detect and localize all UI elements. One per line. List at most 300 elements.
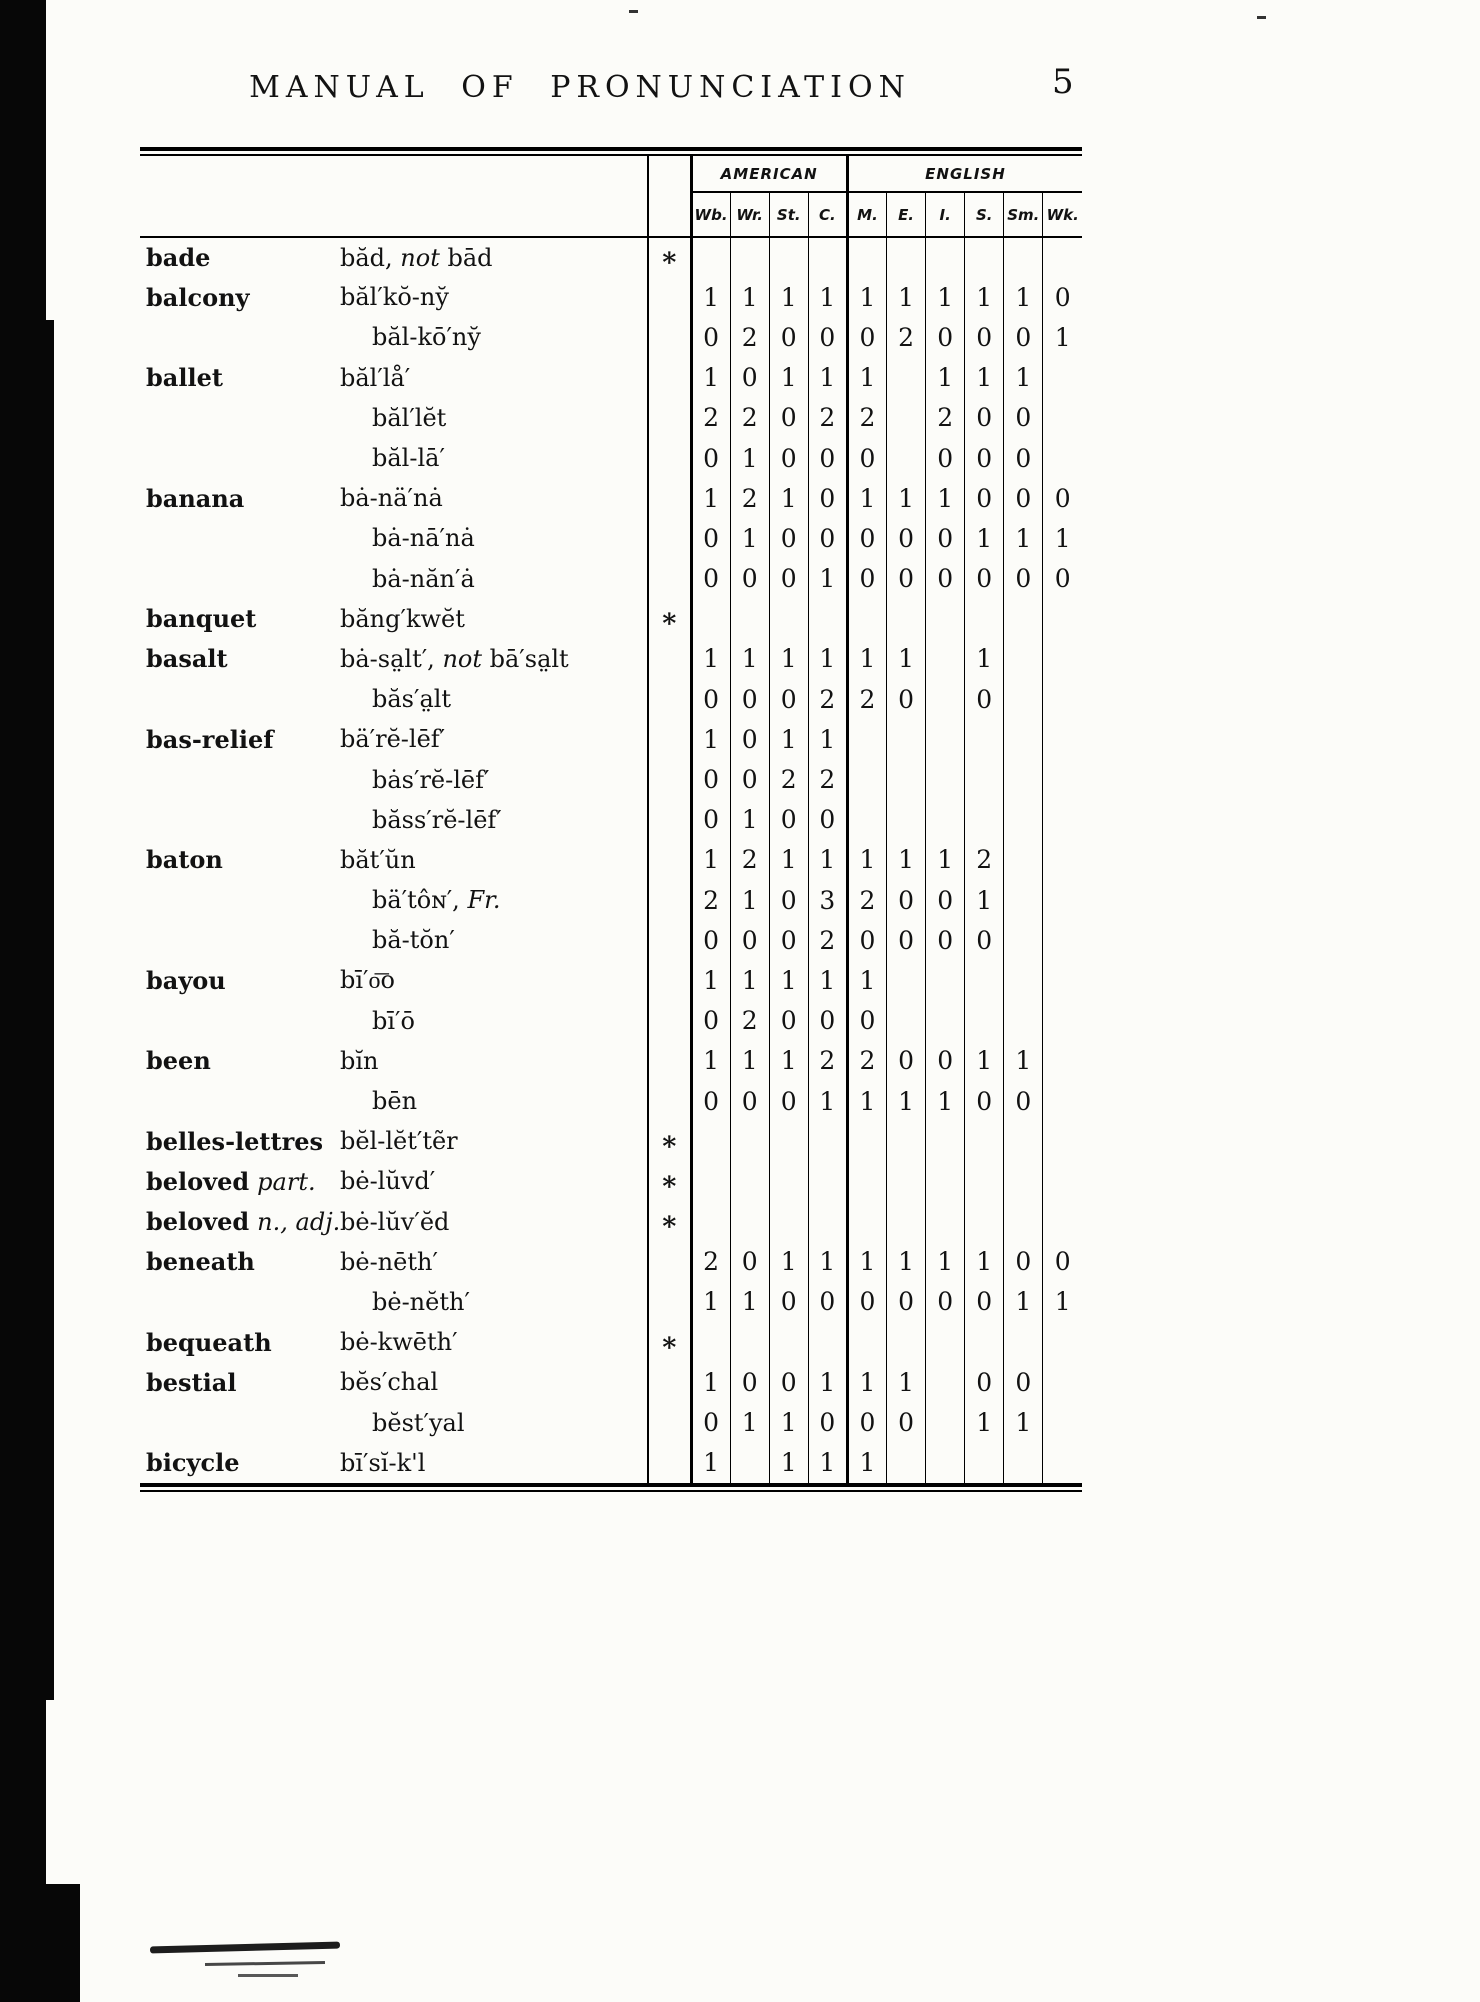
entry-word-text: bicycle — [146, 1448, 240, 1478]
value-cell: 0 — [1004, 398, 1043, 438]
value-cell: 0 — [730, 1081, 769, 1121]
value-cell — [887, 1443, 926, 1483]
entry-word-text: belles-lettres — [146, 1126, 324, 1156]
value-cell — [887, 1202, 926, 1242]
col-label-s: S. — [965, 192, 1004, 237]
value-cell — [965, 1161, 1004, 1201]
table-row — [140, 639, 1082, 679]
value-cell: 1 — [808, 1242, 847, 1282]
star-cell: ∗ — [648, 599, 691, 639]
value-cell: 0 — [926, 880, 965, 920]
value-cell: 0 — [887, 1282, 926, 1322]
pron-segment: băs′a̤lt — [372, 685, 452, 714]
value-cell: 1 — [691, 840, 730, 880]
value-cell: 1 — [1043, 317, 1082, 357]
value-cell — [1004, 759, 1043, 799]
star-cell — [648, 438, 691, 478]
value-cell — [1043, 880, 1082, 920]
value-cell — [1043, 358, 1082, 398]
star-column-header — [648, 156, 691, 237]
value-cell: 1 — [1004, 358, 1043, 398]
value-cell — [847, 599, 886, 639]
value-cell: 2 — [691, 1242, 730, 1282]
table-row — [140, 1121, 1082, 1161]
pron-segment: băl′lĕt — [372, 403, 447, 432]
value-cell — [1043, 237, 1082, 277]
value-cell — [965, 599, 1004, 639]
pronunciation — [336, 1001, 648, 1041]
star-cell — [648, 1081, 691, 1121]
value-cell — [1043, 719, 1082, 759]
table-row — [140, 599, 1082, 639]
pron-segment: bȧ-sa̤lt′, — [340, 644, 443, 673]
value-cell: 2 — [691, 398, 730, 438]
pronunciation — [336, 1081, 648, 1121]
value-cell: 2 — [808, 920, 847, 960]
value-cell: 0 — [769, 518, 808, 558]
value-cell — [1004, 1121, 1043, 1161]
star-cell — [648, 398, 691, 438]
value-cell — [847, 759, 886, 799]
value-cell: 2 — [808, 1041, 847, 1081]
entry-word — [140, 1121, 336, 1161]
value-cell — [1043, 1322, 1082, 1362]
entry-word-text: bequeath — [146, 1327, 272, 1357]
page-number: 5 — [1052, 62, 1074, 102]
star-cell: ∗ — [648, 1202, 691, 1242]
value-cell — [1004, 920, 1043, 960]
value-cell — [769, 1121, 808, 1161]
star-cell — [648, 1362, 691, 1402]
value-cell: 1 — [887, 1362, 926, 1402]
pron-segment: băss′rĕ-lēf′ — [372, 805, 502, 834]
value-cell: 0 — [691, 317, 730, 357]
value-cell: 1 — [926, 277, 965, 317]
value-cell: 0 — [730, 920, 769, 960]
scan-gutter-shadow-mid — [0, 320, 54, 1700]
value-cell — [926, 1443, 965, 1483]
value-cell: 0 — [1004, 1242, 1043, 1282]
value-cell: 0 — [965, 1081, 1004, 1121]
scan-speck — [1257, 16, 1266, 19]
value-cell: 2 — [965, 840, 1004, 880]
value-cell — [926, 1121, 965, 1161]
value-cell: 2 — [847, 679, 886, 719]
col-label-sm: Sm. — [1004, 192, 1043, 237]
value-cell: 0 — [691, 679, 730, 719]
entry-word — [140, 1202, 341, 1242]
value-cell — [808, 599, 847, 639]
value-cell — [887, 1161, 926, 1201]
value-cell: 1 — [691, 960, 730, 1000]
pron-segment: bȧ-nā′nȧ — [372, 524, 475, 553]
value-cell — [887, 599, 926, 639]
table-row — [140, 719, 1082, 759]
value-cell: 3 — [808, 880, 847, 920]
star-cell — [648, 1443, 691, 1483]
pron-segment: bā′sa̤lt — [482, 644, 569, 673]
value-cell — [730, 1121, 769, 1161]
entry-word — [140, 317, 336, 357]
value-cell: 0 — [769, 398, 808, 438]
value-cell — [926, 237, 965, 277]
value-cell: 1 — [691, 719, 730, 759]
value-cell: 0 — [808, 800, 847, 840]
entry-word — [140, 1081, 336, 1121]
value-cell — [730, 1161, 769, 1201]
value-cell — [965, 1322, 1004, 1362]
value-cell — [769, 1322, 808, 1362]
pron-segment: bė-lŭv′ĕd — [340, 1207, 450, 1236]
pronunciation — [336, 317, 648, 357]
value-cell: 1 — [691, 1362, 730, 1402]
value-cell: 0 — [887, 1402, 926, 1442]
value-cell: 0 — [691, 800, 730, 840]
value-cell: 1 — [965, 277, 1004, 317]
value-cell: 0 — [769, 317, 808, 357]
value-cell — [691, 1121, 730, 1161]
pronunciation — [336, 1443, 648, 1483]
value-cell — [847, 1121, 886, 1161]
value-cell: 0 — [847, 1282, 886, 1322]
value-cell: 2 — [887, 317, 926, 357]
value-cell — [730, 1202, 769, 1242]
entry-word-text: bade — [146, 243, 211, 273]
value-cell: 0 — [808, 1001, 847, 1041]
value-cell — [847, 1161, 886, 1201]
value-cell: 0 — [926, 559, 965, 599]
pronunciation — [336, 1041, 648, 1081]
value-cell — [926, 1161, 965, 1201]
value-cell — [1004, 1001, 1043, 1041]
value-cell: 1 — [847, 639, 886, 679]
value-cell: 2 — [808, 398, 847, 438]
value-cell: 1 — [965, 518, 1004, 558]
star-cell — [648, 277, 691, 317]
pronunciation — [336, 1402, 648, 1442]
value-cell: 0 — [808, 1402, 847, 1442]
value-cell: 1 — [691, 1282, 730, 1322]
entry-word-text: beneath — [146, 1247, 255, 1277]
value-cell — [926, 960, 965, 1000]
table-row — [140, 1161, 1082, 1201]
table-row — [140, 679, 1082, 719]
value-cell: 1 — [847, 960, 886, 1000]
value-cell: 0 — [887, 1041, 926, 1081]
value-cell — [1004, 639, 1043, 679]
value-cell: 1 — [847, 478, 886, 518]
value-cell: 1 — [1043, 518, 1082, 558]
value-cell: 0 — [965, 1282, 1004, 1322]
pronunciation — [336, 840, 648, 880]
value-cell — [847, 237, 886, 277]
value-cell — [691, 599, 730, 639]
value-cell: 1 — [769, 478, 808, 518]
value-cell: 0 — [769, 1081, 808, 1121]
value-cell: 1 — [965, 358, 1004, 398]
pronunciation-table — [140, 147, 1082, 1492]
col-label-wr: Wr. — [730, 192, 769, 237]
entry-word-text: baton — [146, 845, 223, 875]
value-cell: 0 — [926, 1041, 965, 1081]
value-cell: 1 — [887, 478, 926, 518]
pron-segment: bī′ō — [372, 1006, 415, 1035]
value-cell: 1 — [965, 1041, 1004, 1081]
value-cell — [965, 237, 1004, 277]
value-cell: 0 — [965, 920, 1004, 960]
pron-segment: bä′tôɴ′, — [372, 886, 468, 915]
table-rows — [140, 237, 1082, 1483]
value-cell: 0 — [926, 317, 965, 357]
value-cell: 1 — [926, 1081, 965, 1121]
table-row — [140, 800, 1082, 840]
table-row — [140, 518, 1082, 558]
value-cell: 1 — [769, 960, 808, 1000]
col-label-st: St. — [769, 192, 808, 237]
value-cell — [926, 1322, 965, 1362]
pronunciation — [336, 1242, 648, 1282]
table-row — [140, 1242, 1082, 1282]
star-cell — [648, 1282, 691, 1322]
pronunciation — [336, 1322, 648, 1362]
value-cell: 1 — [691, 1041, 730, 1081]
value-cell — [887, 759, 926, 799]
value-cell — [926, 800, 965, 840]
pron-segment: băng′kwĕt — [340, 604, 465, 633]
value-cell: 2 — [847, 398, 886, 438]
entry-word-text: beloved — [146, 1207, 250, 1237]
value-cell — [887, 438, 926, 478]
value-cell: 0 — [691, 1402, 730, 1442]
value-cell: 1 — [1004, 1282, 1043, 1322]
value-cell: 0 — [730, 679, 769, 719]
star-cell — [648, 1242, 691, 1282]
value-cell: 0 — [926, 438, 965, 478]
entry-word-suffix: part. — [257, 1167, 316, 1196]
value-cell: 1 — [965, 1402, 1004, 1442]
value-cell — [691, 237, 730, 277]
value-cell: 1 — [769, 1242, 808, 1282]
value-cell — [1043, 599, 1082, 639]
value-cell — [965, 759, 1004, 799]
value-cell — [887, 1322, 926, 1362]
value-cell — [808, 1161, 847, 1201]
value-cell: 1 — [730, 438, 769, 478]
value-cell: 0 — [1004, 317, 1043, 357]
value-cell: 1 — [808, 1362, 847, 1402]
value-cell: 0 — [691, 1081, 730, 1121]
entry-word-text: banana — [146, 483, 245, 513]
value-cell: 2 — [847, 1041, 886, 1081]
pronunciation — [336, 478, 648, 518]
entry-word-text: banquet — [146, 604, 257, 634]
value-cell — [887, 398, 926, 438]
pron-segment: bă-tŏn′ — [372, 926, 455, 955]
value-cell: 1 — [808, 1081, 847, 1121]
value-cell: 0 — [1004, 478, 1043, 518]
value-cell: 1 — [887, 277, 926, 317]
page-title: MANUAL OF PRONUNCIATION — [249, 70, 911, 105]
value-cell — [1043, 1443, 1082, 1483]
pronunciation — [336, 759, 648, 799]
table-row — [140, 1202, 1082, 1242]
value-cell: 0 — [769, 679, 808, 719]
star-cell — [648, 518, 691, 558]
value-cell: 0 — [769, 880, 808, 920]
table-row — [140, 1081, 1082, 1121]
value-cell — [769, 599, 808, 639]
value-cell: 0 — [730, 719, 769, 759]
scan-smudge — [150, 1942, 340, 1954]
entry-word-suffix: n., adj. — [257, 1208, 341, 1237]
value-cell: 0 — [926, 518, 965, 558]
value-cell: 0 — [808, 478, 847, 518]
value-cell: 1 — [730, 1402, 769, 1442]
value-cell: 0 — [965, 438, 1004, 478]
pronunciation — [336, 559, 648, 599]
entry-word — [140, 880, 336, 920]
value-cell: 1 — [887, 1242, 926, 1282]
value-cell: 2 — [730, 1001, 769, 1041]
value-cell — [887, 960, 926, 1000]
pron-segment: bĭn — [340, 1046, 379, 1075]
star-cell — [648, 559, 691, 599]
star-cell: ∗ — [648, 1161, 691, 1201]
value-cell — [1043, 759, 1082, 799]
value-cell — [1004, 880, 1043, 920]
star-cell — [648, 679, 691, 719]
value-cell: 0 — [847, 438, 886, 478]
value-cell: 0 — [965, 559, 1004, 599]
table-row — [140, 317, 1082, 357]
pron-segment: bä′rĕ-lēf′ — [340, 725, 446, 754]
value-cell: 1 — [730, 800, 769, 840]
value-cell: 0 — [887, 880, 926, 920]
value-cell — [926, 1202, 965, 1242]
value-cell: 1 — [691, 639, 730, 679]
value-cell: 0 — [965, 317, 1004, 357]
value-cell: 0 — [691, 759, 730, 799]
value-cell: 1 — [769, 719, 808, 759]
top-double-rule — [140, 147, 1082, 156]
value-cell: 1 — [808, 358, 847, 398]
star-cell: ∗ — [648, 237, 691, 277]
value-cell: 0 — [691, 559, 730, 599]
value-cell: 0 — [1004, 1081, 1043, 1121]
table-row — [140, 1402, 1082, 1442]
value-cell: 1 — [847, 277, 886, 317]
value-cell: 1 — [730, 639, 769, 679]
pronunciation — [336, 960, 648, 1000]
pron-segment: bēn — [372, 1087, 418, 1116]
value-cell — [965, 960, 1004, 1000]
value-cell: 2 — [808, 679, 847, 719]
entry-word — [140, 759, 336, 799]
table-header — [140, 156, 1082, 237]
table-row — [140, 478, 1082, 518]
pron-segment: bĕs′chal — [340, 1368, 439, 1397]
value-cell — [1043, 1202, 1082, 1242]
value-cell: 1 — [1004, 1402, 1043, 1442]
value-cell — [965, 719, 1004, 759]
group-header-english: ENGLISH — [847, 156, 1082, 192]
value-cell — [1004, 719, 1043, 759]
value-cell: 1 — [730, 1282, 769, 1322]
group-header-american: AMERICAN — [691, 156, 847, 192]
value-cell: 0 — [730, 358, 769, 398]
entry-word — [140, 1242, 336, 1282]
value-cell: 0 — [965, 398, 1004, 438]
star-cell — [648, 639, 691, 679]
value-cell — [1043, 800, 1082, 840]
value-cell: 1 — [691, 1443, 730, 1483]
pronunciation — [336, 1362, 648, 1402]
star-cell — [648, 719, 691, 759]
pron-segment: băt′ŭn — [340, 845, 416, 874]
table-row — [140, 1282, 1082, 1322]
entry-word — [140, 1322, 336, 1362]
pronunciation — [336, 358, 648, 398]
entry-word — [140, 920, 336, 960]
pronunciation — [336, 1282, 648, 1322]
value-cell: 1 — [808, 639, 847, 679]
value-cell — [1004, 840, 1043, 880]
value-cell: 0 — [1043, 478, 1082, 518]
value-cell: 1 — [965, 880, 1004, 920]
star-cell — [648, 920, 691, 960]
value-cell: 0 — [847, 1402, 886, 1442]
star-cell: ∗ — [648, 1322, 691, 1362]
star-cell — [648, 1041, 691, 1081]
table-row — [140, 1041, 1082, 1081]
value-cell: 1 — [769, 639, 808, 679]
value-cell — [1043, 398, 1082, 438]
value-cell: 1 — [847, 1242, 886, 1282]
value-cell: 0 — [847, 518, 886, 558]
table-row — [140, 1001, 1082, 1041]
value-cell: 1 — [769, 277, 808, 317]
value-cell: 2 — [730, 478, 769, 518]
pron-segment: bĕl-lĕt′tẽr — [340, 1127, 458, 1156]
pron-segment: not — [400, 243, 440, 272]
bottom-double-rule — [140, 1483, 1082, 1492]
value-cell — [965, 1443, 1004, 1483]
pronunciation — [336, 1161, 648, 1201]
value-cell: 0 — [1004, 1362, 1043, 1402]
value-cell: 0 — [847, 317, 886, 357]
header-spacer — [140, 156, 648, 237]
value-cell: 0 — [769, 1362, 808, 1402]
value-cell — [887, 1001, 926, 1041]
value-cell — [887, 237, 926, 277]
value-cell — [1043, 1001, 1082, 1041]
pron-segment: bād — [439, 243, 493, 272]
value-cell: 1 — [847, 358, 886, 398]
value-cell: 1 — [808, 277, 847, 317]
star-cell — [648, 317, 691, 357]
value-cell: 0 — [769, 559, 808, 599]
value-cell — [1043, 1121, 1082, 1161]
value-cell: 0 — [926, 920, 965, 960]
value-cell: 1 — [847, 1443, 886, 1483]
value-cell — [887, 1121, 926, 1161]
table-row — [140, 759, 1082, 799]
pron-segment: bė-lŭvd′ — [340, 1167, 436, 1196]
value-cell — [965, 1121, 1004, 1161]
pron-segment: băl′kŏ-ny̆ — [340, 283, 449, 312]
value-cell: 2 — [730, 840, 769, 880]
value-cell: 1 — [847, 1362, 886, 1402]
